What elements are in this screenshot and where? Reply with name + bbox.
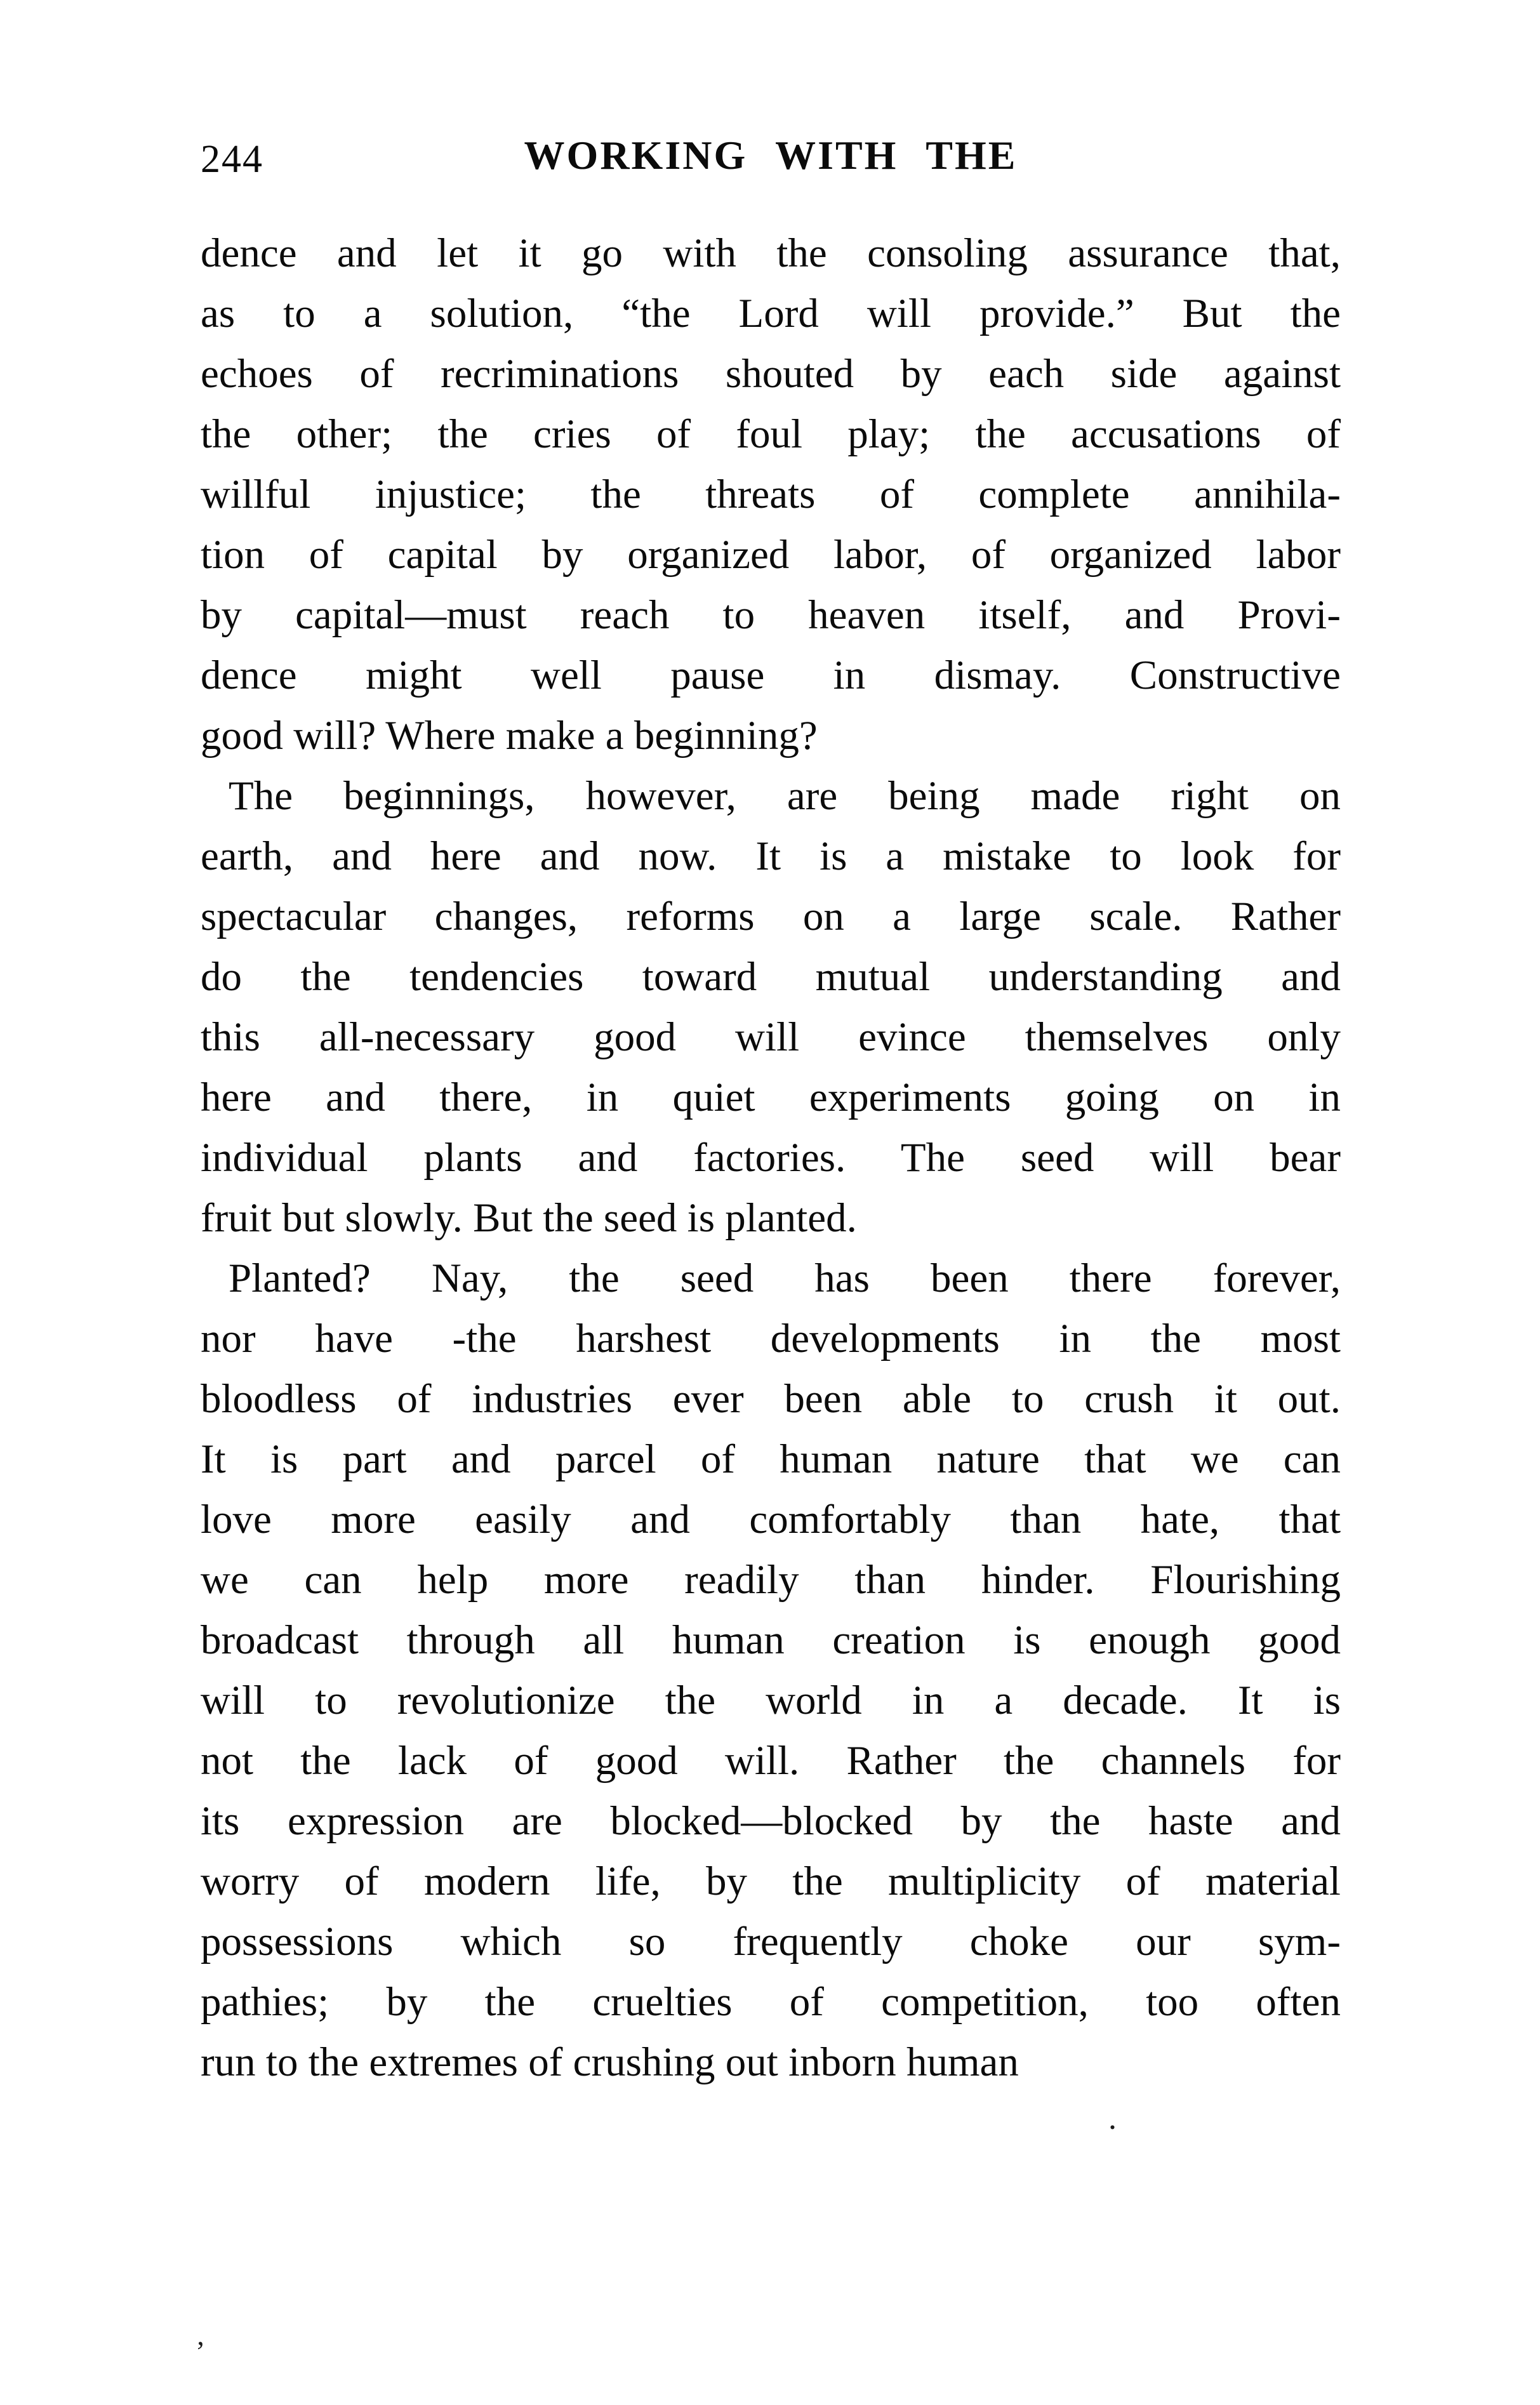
text-line: run to the extremes of crushing out inborn human: [201, 2039, 1019, 2085]
text-line: we can help more readily than hinder. Flourishing: [201, 1557, 1341, 1603]
text-line: It is part and parcel of human nature that we can: [201, 1436, 1341, 1482]
scan-artifact: .: [1108, 2100, 1117, 2137]
page-header: [201, 132, 1341, 189]
text-line: this all-necessary good will evince themselves only: [201, 1014, 1341, 1060]
text-line: love more easily and comfortably than hate, that: [201, 1497, 1341, 1542]
text-line: nor have -the harshest developments in the most: [201, 1316, 1341, 1362]
text-line: The beginnings, however, are being made right on: [229, 773, 1341, 819]
text-line: pathies; by the cruelties of competition, too often: [201, 1979, 1341, 2025]
text-line: not the lack of good will. Rather the channels for: [201, 1738, 1341, 1784]
text-line: willful injustice; the threats of complete annihila-: [201, 472, 1341, 517]
text-line: tion of capital by organized labor, of organized labor: [201, 532, 1341, 578]
body-text: [201, 223, 1341, 2093]
scan-artifact: ʼ: [196, 2335, 206, 2368]
text-line: spectacular changes, reforms on a large scale. Rather: [201, 894, 1341, 939]
text-line: by capital—must reach to heaven itself, and Provi-: [201, 592, 1341, 638]
text-line: bloodless of industries ever been able to crush it out.: [201, 1376, 1341, 1422]
text-line: earth, and here and now. It is a mistake to look for: [201, 833, 1341, 879]
text-line: will to revolutionize the world in a decade. It is: [201, 1678, 1341, 1723]
page-number: 244: [201, 138, 263, 181]
text-line: possessions which so frequently choke our sym-: [201, 1919, 1341, 1964]
text-line: here and there, in quiet experiments going on in: [201, 1075, 1341, 1120]
text-line: individual plants and factories. The seed will bear: [201, 1135, 1341, 1181]
text-line: worry of modern life, by the multiplicity of material: [201, 1858, 1341, 1904]
text-line: fruit but slowly. But the seed is planted.: [201, 1195, 857, 1241]
text-line: do the tendencies toward mutual understanding and: [201, 954, 1341, 1000]
text-line: dence and let it go with the consoling assurance that,: [201, 230, 1341, 276]
text-line: the other; the cries of foul play; the accusations of: [201, 411, 1341, 457]
text-line: Planted? Nay, the seed has been there forever,: [229, 1256, 1341, 1301]
text-line: echoes of recriminations shouted by each side against: [201, 351, 1341, 397]
text-line: dence might well pause in dismay. Constructive: [201, 653, 1341, 698]
text-line: its expression are blocked—blocked by the haste and: [201, 1798, 1341, 1844]
text-line: broadcast through all human creation is enough good: [201, 1617, 1341, 1663]
running-title: WORKING WITH THE: [524, 133, 1018, 178]
text-line: as to a solution, “the Lord will provide.” But the: [201, 291, 1341, 336]
text-line: good will? Where make a beginning?: [201, 713, 818, 759]
